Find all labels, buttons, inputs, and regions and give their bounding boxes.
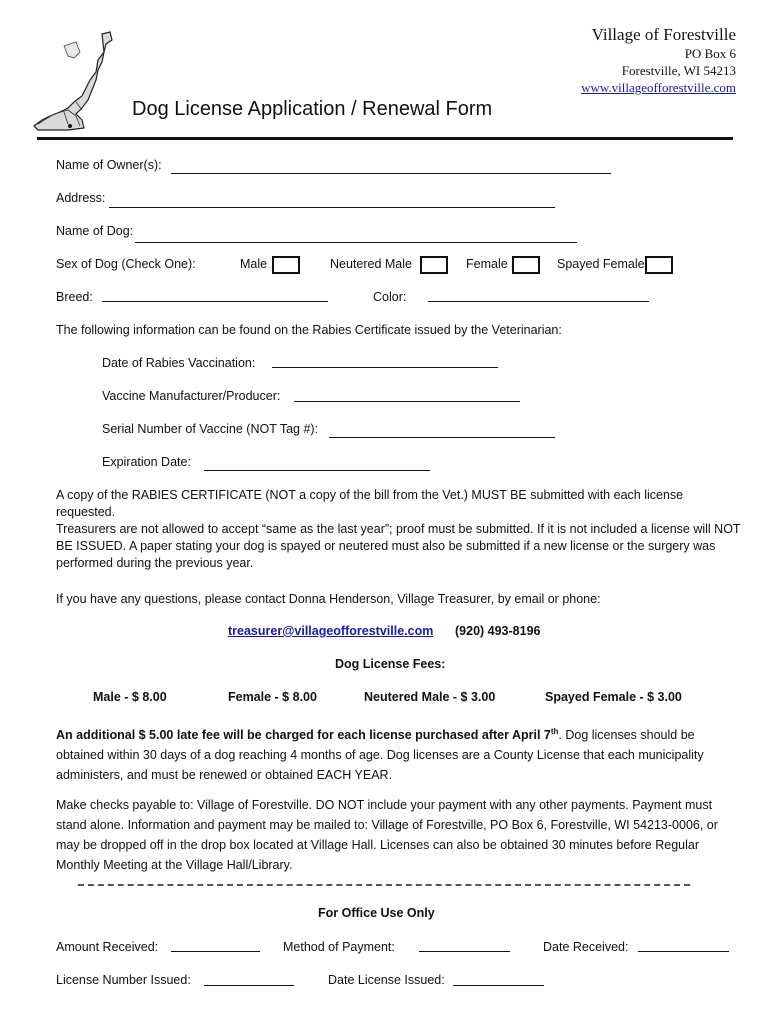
amount-received-field[interactable] (171, 951, 260, 952)
village-name: Village of Forestville (591, 25, 736, 44)
office-use-heading: For Office Use Only (318, 906, 435, 920)
rabies-certificate-notice: A copy of the RABIES CERTIFICATE (NOT a copy of the bill from the Vet.) MUST BE submitted with each license requested. (56, 488, 684, 519)
breed-field[interactable] (102, 301, 328, 302)
late-fee-notice (56, 722, 726, 785)
female-option-label: Female (466, 257, 508, 271)
date-license-issued-field[interactable] (453, 985, 544, 986)
manufacturer-label: Vaccine Manufacturer/Producer: (102, 389, 281, 403)
neutered-male-checkbox[interactable] (420, 256, 448, 274)
late-fee-bold: An additional $ 5.00 late fee will be charged for each license purchased after April 7 (56, 728, 551, 743)
treasurer-phone: (920) 493-8196 (455, 624, 541, 638)
male-checkbox[interactable] (272, 256, 300, 274)
date-received-label: Date Received: (543, 940, 629, 954)
proof-notice: Treasurers are not allowed to accept “same as the last year”; proof must be submitted. If it is not included a license will NOT BE ISSUED. A paper stating your dog is spayed or neutered must also be submitted if a new license or the surgery was performed during the previous year. (56, 522, 741, 570)
address-field[interactable] (109, 207, 555, 208)
fee-neutered-male: Neutered Male - $ 3.00 (364, 690, 496, 704)
owner-label: Name of Owner(s): (56, 158, 162, 172)
expiration-label: Expiration Date: (102, 455, 191, 469)
fees-heading: Dog License Fees: (335, 657, 446, 671)
amount-received-label: Amount Received: (56, 940, 159, 954)
owner-field[interactable] (171, 173, 611, 174)
website-link[interactable]: www.villageofforestville.com (581, 80, 736, 95)
spayed-female-checkbox[interactable] (645, 256, 673, 274)
method-of-payment-field[interactable] (419, 951, 510, 952)
fee-female: Female - $ 8.00 (228, 690, 317, 704)
address-label: Address: (56, 191, 106, 205)
late-fee-rest: . Dog licenses should be obtained within 30 days of a dog reaching 4 months of age. Dog licenses are a County License that each municipality administers, and must be renewed or obtained EACH YEAR. (56, 728, 704, 783)
fee-spayed-female: Spayed Female - $ 3.00 (545, 690, 682, 704)
date-license-issued-label: Date License Issued: (328, 973, 445, 987)
sex-label: Sex of Dog (Check One): (56, 257, 196, 271)
cut-line (78, 884, 690, 886)
po-box: PO Box 6 (684, 46, 736, 61)
county-map-logo (24, 28, 116, 134)
dog-name-label: Name of Dog: (56, 224, 134, 238)
form-title: Dog License Application / Renewal Form (132, 98, 493, 120)
color-label: Color: (373, 290, 407, 304)
late-fee-sup: th (550, 727, 559, 736)
payment-instructions: Make checks payable to: Village of Forestville. DO NOT include your payment with any other payments. Payment must stand alone. Information and payment may be mailed to: Village of Forestville, PO Box 6, Forestville, WI 54213-0006, or may be dropped off in the drop box located at Village Hall. Licenses can also be obtained 30 minutes before Regular Monthly Meeting at the Village Hall/Library. (56, 798, 718, 872)
serial-label: Serial Number of Vaccine (NOT Tag #): (102, 422, 319, 436)
vaccination-date-label: Date of Rabies Vaccination: (102, 356, 256, 370)
city-state-zip: Forestville, WI 54213 (621, 63, 736, 78)
neutered-male-option-label: Neutered Male (330, 257, 412, 271)
serial-field[interactable] (329, 437, 555, 438)
license-number-label: License Number Issued: (56, 973, 191, 987)
expiration-field[interactable] (204, 470, 430, 471)
method-of-payment-label: Method of Payment: (283, 940, 395, 954)
female-checkbox[interactable] (512, 256, 540, 274)
dog-name-field[interactable] (135, 242, 577, 243)
vaccination-date-field[interactable] (272, 367, 498, 368)
treasurer-email-link[interactable]: treasurer@villageofforestville.com (228, 624, 434, 638)
breed-label: Breed: (56, 290, 93, 304)
fee-male: Male - $ 8.00 (93, 690, 167, 704)
spayed-female-option-label: Spayed Female (557, 257, 645, 271)
color-field[interactable] (428, 301, 649, 302)
contact-text: If you have any questions, please contact Donna Henderson, Village Treasurer, by email or phone: (56, 592, 601, 606)
male-option-label: Male (240, 257, 268, 271)
header-rule (37, 137, 733, 140)
license-number-field[interactable] (204, 985, 294, 986)
rabies-intro: The following information can be found on the Rabies Certificate issued by the Veterinarian: (56, 323, 562, 337)
date-received-field[interactable] (638, 951, 729, 952)
manufacturer-field[interactable] (294, 401, 520, 402)
